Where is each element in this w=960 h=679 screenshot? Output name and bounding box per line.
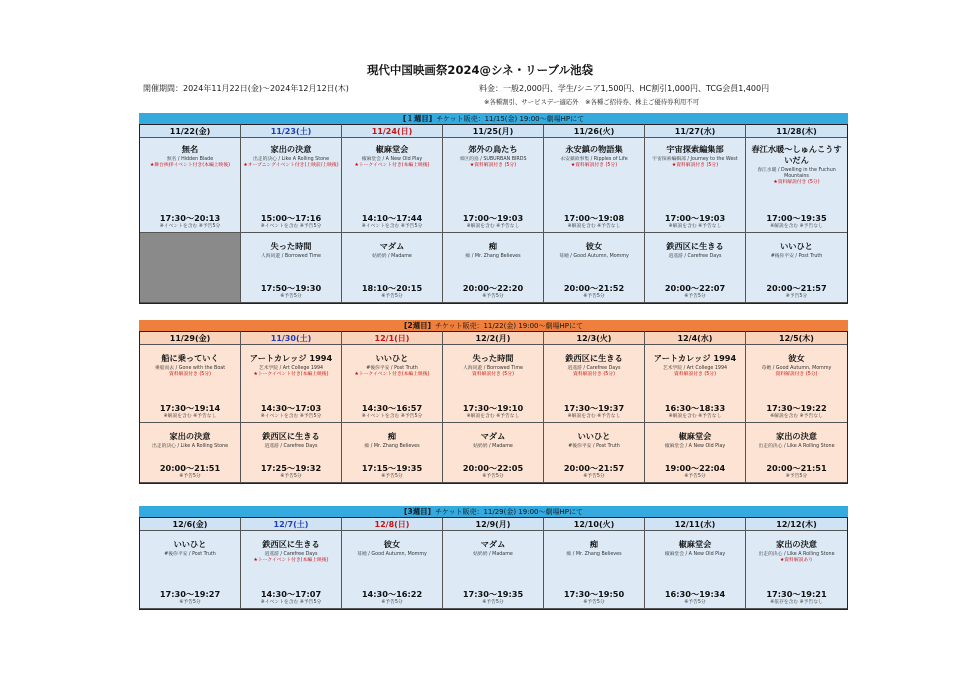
screening-cell[interactable]	[342, 345, 443, 423]
film-original-title: 痴 / Mr. Zhang Believes	[364, 444, 420, 449]
price-info: 料金：一般2,000円、学生/シニア1,500円、HC割引1,000円、TCG会員1,400円	[479, 84, 770, 93]
showtime-note: ※予告5分	[179, 600, 201, 605]
screening-cell[interactable]	[140, 531, 241, 609]
screening-cell[interactable]	[443, 138, 544, 233]
showtime-note: ※イベントを含む ※予告5分	[260, 224, 322, 229]
film-original-title: 逍遥游 / Carefree Days	[567, 366, 621, 371]
showtime: 14:30〜16:57	[361, 403, 423, 413]
film-title: 家出の決意	[776, 539, 817, 549]
day-header: 12/2(月)	[443, 331, 544, 345]
film-title: 失った時間	[472, 353, 514, 363]
showtime: 20:00〜21:52	[563, 283, 625, 293]
showtime: 17:30〜19:14	[159, 403, 221, 413]
day-header: 11/27(水)	[645, 124, 746, 138]
film-original-title: 椒麻堂会 / A New Old Play	[664, 444, 726, 449]
showtime-note: ※イベントを含む ※予告5分	[260, 600, 322, 605]
film-original-title: 春江水暖 / Dwelling in the Fuchun Mountains	[757, 168, 836, 179]
event-note: 資料解説付き (5分)	[573, 372, 615, 377]
film-title: 痴	[387, 431, 397, 441]
day-header: 11/22(金)	[140, 124, 241, 138]
showtime-note: ※解説を含む ※予告なし	[668, 224, 722, 229]
showtime-note: ※解説を含む ※予告なし	[668, 414, 722, 419]
showtime: 20:00〜22:07	[664, 283, 726, 293]
day-header: 12/1(日)	[342, 331, 443, 345]
screening-cell[interactable]	[241, 138, 342, 233]
film-original-title: 苺她 / Good Autumn, Mommy	[559, 254, 629, 259]
screening-cell[interactable]	[443, 423, 544, 483]
showtime: 14:10〜17:44	[361, 213, 423, 223]
event-note: 資料解説付き (5分)	[169, 372, 211, 377]
event-note: ★資料解説付き (5分)	[773, 180, 820, 185]
schedule-grid	[139, 331, 848, 484]
event-note: ★トークイベント付き(本編上映後)	[354, 372, 430, 377]
screening-cell[interactable]	[443, 233, 544, 303]
showtime: 20:00〜21:57	[563, 463, 625, 473]
showtime: 20:00〜21:57	[766, 283, 827, 293]
film-title: 家出の決意	[776, 431, 817, 441]
showtime: 16:30〜19:34	[664, 589, 726, 599]
film-title: 家出の決意	[169, 431, 211, 441]
film-title: 椒麻堂会	[678, 431, 712, 441]
week-label: [１週目]	[402, 114, 433, 123]
film-original-title: 椒麻堂会 / A New Old Play	[361, 157, 423, 162]
film-title: 彼女	[383, 539, 401, 549]
showtime-note: ※予告5分	[381, 294, 403, 299]
screening-cell[interactable]	[544, 233, 645, 303]
showtime: 17:00〜19:08	[563, 213, 625, 223]
day-header: 11/24(日)	[342, 124, 443, 138]
day-header: 12/7(土)	[241, 517, 342, 531]
film-original-title: 人海同遊 / Borrowed Time	[261, 254, 321, 259]
film-title: 鉄西区に生きる	[262, 431, 320, 441]
showtime-note: ※予告5分	[583, 474, 605, 479]
event-note: ★資料解説付き (5分)	[469, 163, 517, 168]
screening-cell[interactable]	[544, 138, 645, 233]
day-header: 11/25(月)	[443, 124, 544, 138]
screening-cell[interactable]	[140, 423, 241, 483]
showtime-note: ※予告5分	[785, 294, 808, 299]
day-header: 12/12(木)	[746, 517, 847, 531]
week-label: [2週目]	[404, 321, 432, 330]
showtime: 17:30〜19:37	[563, 403, 625, 413]
showtime: 14:30〜16:22	[361, 589, 423, 599]
screening-cell[interactable]	[443, 531, 544, 609]
showtime: 14:30〜17:07	[260, 589, 322, 599]
event-note: ★トークイベント付き(本編上映後)	[354, 163, 430, 168]
screening-cell[interactable]	[241, 531, 342, 609]
event-note: 資料解説付き (5分)	[472, 372, 514, 377]
film-original-title: 宇宙探索編輯部 / Journey to the West	[652, 157, 738, 162]
screening-cell[interactable]	[645, 345, 746, 423]
price-note: ※各種割引、サービスデー適応外 ※各種ご招待券、株主ご優待券利用不可	[484, 98, 700, 106]
screening-cell[interactable]	[544, 531, 645, 609]
showtime: 17:30〜19:50	[563, 589, 625, 599]
film-original-title: 出走的決心 / Like A Rolling Stone	[252, 157, 330, 162]
showtime: 17:50〜19:30	[260, 283, 322, 293]
event-note: ★資料解説あり	[779, 558, 814, 563]
showtime-note: ※解説を含む ※予告なし	[567, 414, 621, 419]
showtime-note: ※予告5分	[684, 600, 706, 605]
film-original-title: 永安鎮故事集 / Ripples of Life	[560, 157, 628, 162]
film-title: 永安鎮の物語集	[565, 144, 623, 154]
screening-cell[interactable]	[645, 423, 746, 483]
ticket-sale-info: チケット販売：11/15(金) 19:00〜劇場HPにて	[436, 115, 585, 123]
showtime: 17:30〜19:27	[159, 589, 221, 599]
day-header: 11/26(火)	[544, 124, 645, 138]
showtime-note: ※イベントを含む ※予告5分	[159, 224, 221, 229]
showtime-note: ※イベントを含む ※予告5分	[260, 414, 322, 419]
screening-cell[interactable]	[241, 345, 342, 423]
day-header: 11/30(土)	[241, 331, 342, 345]
showtime: 15:00〜17:16	[260, 213, 322, 223]
event-note: ★資料解説付き (5分)	[671, 163, 719, 168]
screening-cell[interactable]	[544, 345, 645, 423]
screening-cell[interactable]	[342, 138, 443, 233]
film-title: 椒麻堂会	[375, 144, 409, 154]
film-title: 彼女	[788, 353, 805, 363]
day-header: 12/9(月)	[443, 517, 544, 531]
showtime-note: ※予告5分	[482, 600, 504, 605]
film-original-title: 郊区的鳥 / SUBURBAN BIRDS	[459, 157, 527, 162]
film-title: 船に乗っていく	[161, 353, 219, 363]
film-original-title: 出走的決心 / Like A Rolling Stone	[151, 444, 229, 449]
showtime: 17:25〜19:32	[260, 463, 322, 473]
film-original-title: 出走的決心 / Like A Rolling Stone	[758, 444, 835, 449]
showtime-note: ※予告5分	[684, 294, 706, 299]
showtime: 14:30〜17:03	[260, 403, 322, 413]
screening-cell[interactable]	[140, 138, 241, 233]
film-title: アートカレッジ 1994	[249, 353, 333, 363]
film-title: マダム	[379, 241, 405, 251]
event-note: 資料解説付き (5分)	[674, 372, 716, 377]
screening-cell[interactable]	[645, 531, 746, 609]
showtime-note: ※予告5分	[684, 474, 706, 479]
day-header: 12/5(木)	[746, 331, 847, 345]
event-note: ★舞台挨拶イベント付き(本編上映後)	[150, 163, 230, 168]
film-title: 鉄西区に生きる	[565, 353, 623, 363]
screening-cell[interactable]	[746, 233, 847, 303]
screening-cell[interactable]	[544, 423, 645, 483]
week-header	[139, 506, 848, 517]
schedule-grid	[139, 124, 848, 304]
showtime-note: ※イベントを含む ※予告5分	[361, 224, 423, 229]
showtime: 17:30〜20:13	[159, 213, 221, 223]
week-section	[139, 320, 848, 484]
film-title: 鉄西区に生きる	[666, 241, 724, 251]
film-original-title: 椒麻堂会 / A New Old Play	[664, 552, 726, 557]
showtime: 17:30〜19:22	[766, 403, 827, 413]
ticket-sale-info: チケット販売：11/29(金) 19:00〜劇場HPにて	[435, 508, 583, 516]
showtime: 20:00〜21:51	[159, 463, 221, 473]
day-header: 11/28(木)	[746, 124, 847, 138]
film-original-title: 無名 / Hidden Blade	[166, 157, 214, 162]
film-original-title: 乘船而去 / Gone with the Boat	[154, 366, 226, 371]
showtime-note: ※予告5分	[179, 474, 201, 479]
film-title: いいひと	[577, 431, 611, 441]
film-title: 宇宙探索編集部	[666, 144, 724, 154]
event-note: ★トークイベント付き(本編上映後)	[253, 372, 329, 377]
film-original-title: 姑奶奶 / Madame	[473, 444, 513, 449]
film-original-title: 艺术学院 / Art College 1994	[662, 366, 728, 371]
showtime-note: ※イベントを含む ※予告5分	[361, 414, 423, 419]
screening-cell[interactable]	[342, 531, 443, 609]
event-note: ★トークイベント付き(本編上映後)	[253, 558, 329, 563]
screening-cell[interactable]	[140, 345, 241, 423]
schedule-grid	[139, 517, 848, 610]
screening-cell[interactable]	[443, 345, 544, 423]
showtime: 20:00〜22:20	[462, 283, 524, 293]
film-original-title: 逍遥游 / Carefree Days	[264, 444, 318, 449]
event-note: ★オープニングイベント付き(上映前/上映後)	[243, 163, 339, 168]
screening-cell[interactable]	[746, 138, 847, 233]
film-original-title: #後你平安 / Post Truth	[568, 444, 620, 449]
film-title: 椒麻堂会	[678, 539, 712, 549]
film-original-title: 苺她 / Good Autumn, Mommy	[357, 552, 427, 557]
showtime: 19:00〜22:04	[664, 463, 726, 473]
event-note: ★資料解説付き (5分)	[570, 163, 618, 168]
ticket-sale-info: チケット販売：11/22(金) 19:00〜劇場HPにて	[435, 322, 583, 330]
film-title: 春江水暖〜しゅんこうすいだん	[751, 144, 842, 165]
showtime: 18:10〜20:15	[361, 283, 423, 293]
screening-cell[interactable]	[746, 531, 847, 609]
film-original-title: 逍遥游 / Carefree Days	[264, 552, 318, 557]
film-original-title: 痴 / Mr. Zhang Believes	[566, 552, 622, 557]
film-title: 失った時間	[270, 241, 312, 251]
event-note: 資料解説付き (5分)	[775, 372, 818, 377]
showtime-note: ※予告5分	[785, 474, 808, 479]
film-original-title: 苺她 / Good Autumn, Mommy	[761, 366, 832, 371]
showtime: 17:30〜19:35	[462, 589, 524, 599]
showtime-note: ※解説を含む ※予告なし	[466, 224, 520, 229]
showtime: 17:00〜19:03	[462, 213, 524, 223]
film-title: 痴	[589, 539, 599, 549]
screening-cell[interactable]	[342, 233, 443, 303]
film-original-title: 出走的決心 / Like A Rolling Stone	[758, 552, 835, 557]
week-section	[139, 506, 848, 610]
day-header: 12/4(水)	[645, 331, 746, 345]
showtime-note: ※予告5分	[482, 474, 504, 479]
film-title: マダム	[480, 431, 506, 441]
screening-cell[interactable]	[746, 423, 847, 483]
film-title: 彼女	[585, 241, 603, 251]
day-header: 11/23(土)	[241, 124, 342, 138]
film-title: いいひと	[375, 353, 409, 363]
film-original-title: 逍遥游 / Carefree Days	[668, 254, 722, 259]
showtime-note: ※予告5分	[381, 600, 403, 605]
showtime: 17:30〜19:21	[766, 589, 827, 599]
day-header: 12/6(金)	[140, 517, 241, 531]
showtime-note: ※依存を含む ※予告なし	[770, 600, 823, 605]
showtime: 17:30〜19:10	[462, 403, 524, 413]
empty-cell	[140, 233, 241, 303]
day-header: 12/11(水)	[645, 517, 746, 531]
showtime: 17:00〜19:35	[766, 213, 827, 223]
screening-cell[interactable]	[645, 138, 746, 233]
showtime-note: ※予告5分	[280, 474, 302, 479]
film-title: 家出の決意	[270, 144, 312, 154]
showtime-note: ※解説を含む ※予告なし	[163, 414, 217, 419]
film-title: 鉄西区に生きる	[262, 539, 320, 549]
screening-cell[interactable]	[241, 423, 342, 483]
film-original-title: #後你平安 / Post Truth	[366, 366, 418, 371]
screening-cell[interactable]	[645, 233, 746, 303]
week-section	[139, 113, 848, 304]
showtime-note: ※予告5分	[583, 600, 605, 605]
week-header	[139, 320, 848, 331]
showtime-note: ※解説を含む ※予告なし	[466, 414, 520, 419]
showtime: 17:00〜19:03	[664, 213, 726, 223]
showtime-note: ※解説を含む ※予告なし	[567, 224, 621, 229]
showtime-note: ※予告5分	[381, 474, 403, 479]
page-title: 現代中国映画祭2024@シネ・リーブル池袋	[366, 63, 594, 77]
week-header	[139, 113, 848, 124]
screening-cell[interactable]	[746, 345, 847, 423]
showtime: 17:15〜19:35	[361, 463, 423, 473]
showtime-note: ※解説を含む ※予告なし	[770, 414, 823, 419]
screening-cell[interactable]	[342, 423, 443, 483]
day-header: 12/8(日)	[342, 517, 443, 531]
film-title: 痴	[488, 241, 498, 251]
film-original-title: 姑奶奶 / Madame	[372, 254, 412, 259]
showtime: 16:30〜18:33	[664, 403, 726, 413]
showtime: 20:00〜21:51	[766, 463, 827, 473]
film-title: マダム	[480, 539, 506, 549]
film-title: 無名	[181, 144, 199, 154]
screening-cell[interactable]	[241, 233, 342, 303]
showtime: 20:00〜22:05	[462, 463, 524, 473]
showtime-note: ※予告5分	[280, 294, 302, 299]
film-original-title: 姑奶奶 / Madame	[473, 552, 513, 557]
film-original-title: 人海同遊 / Borrowed Time	[463, 366, 523, 371]
showtime-note: ※解説を含む ※予告なし	[770, 224, 823, 229]
film-original-title: 痴 / Mr. Zhang Believes	[465, 254, 521, 259]
festival-period: 開催期間：2024年11月22日(金)〜2024年12月12日(木)	[143, 84, 349, 93]
day-header: 12/3(火)	[544, 331, 645, 345]
film-original-title: #後你平安 / Post Truth	[770, 254, 823, 259]
day-header: 11/29(金)	[140, 331, 241, 345]
film-original-title: #後你平安 / Post Truth	[164, 552, 216, 557]
showtime-note: ※予告5分	[482, 294, 504, 299]
film-original-title: 艺术学院 / Art College 1994	[258, 366, 324, 371]
showtime-note: ※予告5分	[583, 294, 605, 299]
film-title: いいひと	[173, 539, 207, 549]
day-header: 12/10(火)	[544, 517, 645, 531]
film-title: 郊外の鳥たち	[468, 144, 518, 154]
week-label: [3週目]	[404, 507, 432, 516]
film-title: アートカレッジ 1994	[653, 353, 737, 363]
film-title: いいひと	[780, 241, 813, 251]
